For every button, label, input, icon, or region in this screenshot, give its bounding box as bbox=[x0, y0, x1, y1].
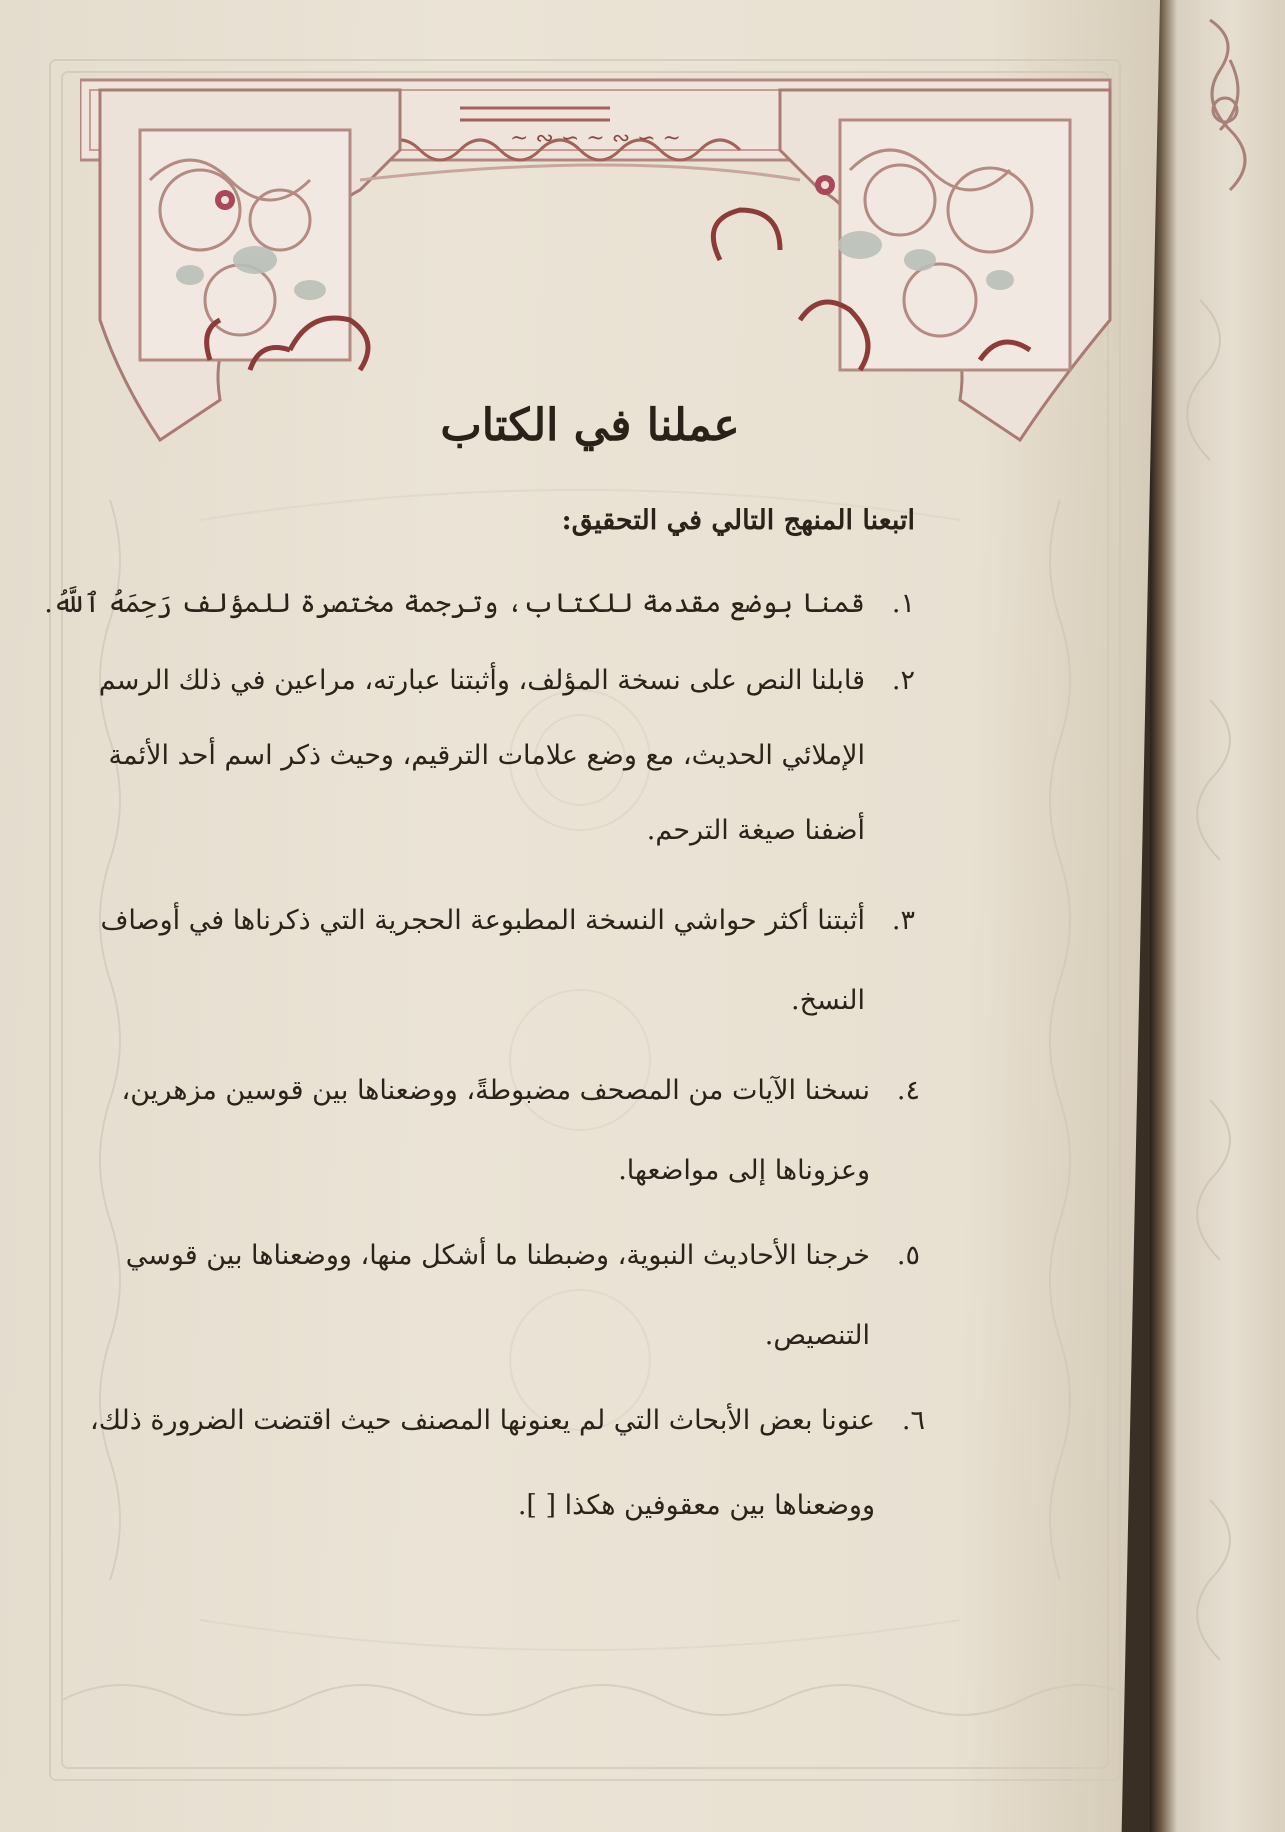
list-item-line: قمنا بوضع مقدمة للكتاب، وترجمة مختصرة للمؤلف رَحِمَهُ ٱللَّهُ. bbox=[44, 588, 865, 619]
list-item-line: نسخنا الآيات من المصحف مضبوطةً، ووضعناها بين قوسين مزهرين، bbox=[121, 1075, 870, 1106]
item-number: ٦. bbox=[901, 1405, 925, 1436]
item-number: ٥. bbox=[896, 1240, 920, 1271]
intro-line-1: اتبعنا المنهج التالي في التحقيق: bbox=[561, 505, 915, 536]
item-number: ٢. bbox=[891, 665, 915, 696]
item-number: ٣. bbox=[891, 905, 915, 936]
section-title: عملنا في الكتاب bbox=[440, 400, 740, 451]
list-item-line: النسخ. bbox=[791, 985, 865, 1016]
svg-text:~ ∾ ∽ ~ ∾ ∽ ~: ~ ∾ ∽ ~ ∾ ∽ ~ bbox=[510, 126, 681, 151]
adjacent-page-ornament bbox=[1170, 0, 1280, 1832]
list-item-line: عنونا بعض الأبحاث التي لم يعنونها المصنف حيث اقتضت الضرورة ذلك، bbox=[90, 1405, 875, 1436]
item-number: ٤. bbox=[896, 1075, 920, 1106]
item-number: ١. bbox=[891, 588, 915, 619]
list-item-line: قابلنا النص على نسخة المؤلف، وأثبتنا عبارته، مراعين في ذلك الرسم bbox=[98, 665, 865, 696]
list-item-line: الإملائي الحديث، مع وضع علامات الترقيم، وحيث ذكر اسم أحد الأئمة bbox=[108, 740, 865, 771]
list-item-line: وعزوناها إلى مواضعها. bbox=[618, 1155, 870, 1186]
list-item-line: أثبتنا أكثر حواشي النسخة المطبوعة الحجرية التي ذكرناها في أوصاف bbox=[100, 905, 865, 936]
list-item-line: التنصيص. bbox=[764, 1320, 870, 1351]
list-item-line: خرجنا الأحاديث النبوية، وضبطنا ما أشكل منها، ووضعناها بين قوسي bbox=[125, 1240, 870, 1271]
list-item-line: أضفنا صيغة الترحم. bbox=[646, 815, 865, 846]
list-item-line: ووضعناها بين معقوفين هكذا [ ]. bbox=[517, 1490, 875, 1521]
